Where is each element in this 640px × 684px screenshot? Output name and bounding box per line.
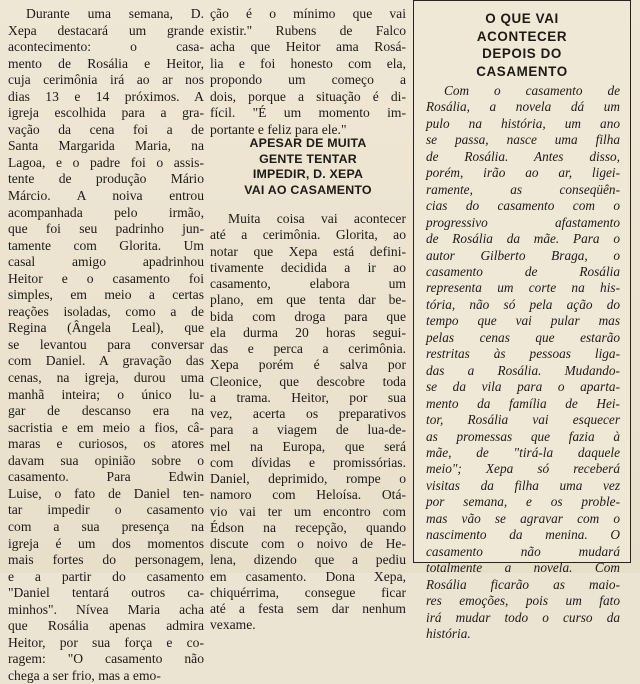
sidebar-paragraph-line: casamento de Rosália [426, 263, 620, 279]
paragraph-line: em casamento. Dona Xepa, [210, 568, 406, 584]
sidebar-paragraph-line: cias do casamento com o [426, 198, 620, 214]
paragraph-line: mel na Europa, que será [210, 438, 406, 454]
sidebar-paragraph-line: se passa, nasce uma filha [426, 132, 620, 148]
sidebar-paragraph-line: porém, irão ao ar, ligei- [426, 165, 620, 181]
sidebar-paragraph-line: mas vão se agravar com o [426, 510, 620, 526]
sidebar-paragraph-line: tempo que vai pular mas [426, 313, 620, 329]
paragraph-line: se levantou para conversar [8, 336, 204, 352]
paragraph-line: portante e feliz para ele." [210, 121, 347, 137]
paragraph-line: Xepa destacará um grande [8, 22, 204, 38]
article-column-middle-top [210, 6, 406, 138]
sidebar-paragraph-line: de Rosália da mãe. Para o [426, 231, 620, 247]
sidebar-box [413, 0, 631, 641]
paragraph-line: tamente com Glorita. Um [8, 237, 204, 253]
sidebar-paragraph-line: tória, não só pela ação do [426, 296, 620, 312]
paragraph-line: maras e curiosos, os atores [8, 436, 204, 452]
paragraph-line: casamento, elabora um [210, 276, 406, 291]
paragraph-line: igreja é um dos momentos [8, 535, 204, 551]
paragraph-line: tar impedir o casamento [8, 502, 204, 518]
subheadline [210, 136, 406, 198]
paragraph-line: Xepa porém é salva por [210, 357, 406, 373]
paragraph-line: bida com droga para que [210, 308, 406, 324]
paragraph-line: fícil. "É um momento im- [210, 105, 406, 121]
sidebar-paragraph-line: restritas às pessoas liga- [426, 346, 620, 362]
sidebar-paragraph-line: as promessas que fazia à [426, 428, 620, 444]
sidebar-title-line: O QUE VAI [485, 11, 559, 26]
paragraph-line: sacristia e em meio a fios, câ- [8, 419, 204, 435]
sidebar-paragraph-line: Rosália, a novela dá um [426, 99, 620, 115]
paragraph-line: gar de descanso era na [8, 403, 204, 419]
paragraph-line: manhã inteira; o único lu- [8, 386, 204, 402]
paragraph-line: a trama. Heitor, por sua [210, 389, 406, 405]
sidebar-paragraph-line: nascimento da menina. O [426, 527, 620, 543]
sidebar-paragraph-line: meio"; Xepa só receberá [426, 461, 620, 477]
sidebar-paragraph-line: de Rosália. Antes disso, [426, 148, 620, 164]
paragraph-line: davam sua opinião sobre o [8, 452, 204, 468]
sidebar-paragraph-line: ramente, as conseqüên- [426, 181, 620, 197]
paragraph-line: tente de produção Mário [8, 171, 204, 187]
paragraph-line: Heitor, por sua força e co- [8, 634, 204, 650]
sidebar-paragraph-line: história. [426, 625, 471, 641]
paragraph-line: Santa Margarida Maria, na [8, 138, 204, 154]
paragraph-line: lia e foi honesto com ela, [210, 55, 406, 71]
sidebar-paragraph-line: mãe, de "tirá-la daquele [426, 444, 620, 460]
article-column-middle-body [210, 211, 406, 634]
paragraph-line: Cleonice, que descobre toda [210, 373, 406, 389]
sidebar-paragraph-line: totalmente a novela. Com [426, 560, 620, 576]
headline-line: IMPEDIR, D. XEPA [252, 167, 364, 181]
sidebar-title-line: ACONTECER [476, 28, 568, 44]
article-column-left [8, 6, 204, 684]
sidebar-paragraph-line: das a Rosália. Mudando- [426, 362, 620, 378]
paragraph-line: Durante uma semana, D. [26, 6, 204, 21]
paragraph-line: Lagoa, e o padre foi o assis- [8, 154, 204, 170]
paragraph-line: ção é o mínimo que vai [210, 6, 406, 21]
paragraph-line: dias 13 e 14 próximos. A [8, 88, 204, 104]
paragraph-line: ragem: "O casamento não [8, 651, 204, 667]
paragraph-line: Muita coisa vai acontecer [228, 211, 406, 226]
sidebar-paragraph-line: progressivo afastamento [426, 214, 620, 230]
sidebar-title-line: CASAMENTO [476, 63, 568, 79]
paragraph-line: até a festa sem dar nenhum [210, 601, 406, 616]
sidebar-paragraph-line: pelas cenas que estarão [426, 329, 620, 345]
paragraph-line: namoro com Heloísa. Otá- [210, 487, 406, 503]
paragraph-line: até a cerimônia. Glorita, ao [210, 227, 406, 243]
paragraph-line: mais fortes do personagem, [8, 552, 204, 568]
headline-line: GENTE TENTAR [259, 151, 357, 166]
paragraph-line: discute com o noivo de He- [210, 536, 406, 551]
sidebar-paragraph-line: casamento não mudará [426, 543, 620, 559]
paragraph-line: chega a ser frio, mas a emo- [8, 667, 161, 683]
paragraph-line: Édson na recepção, quando [210, 519, 406, 535]
paragraph-line: Márcio. A noiva entrou [8, 188, 204, 204]
paragraph-line: acompanhada pelo irmão, [8, 204, 204, 220]
paragraph-line: tivamente decidida a ir ao [210, 259, 406, 275]
paragraph-line: dois, porque a situação é di- [210, 88, 406, 104]
paragraph-line: igreja escolhida para a gra- [8, 105, 204, 121]
sidebar-paragraph-line: autor Gilberto Braga, o [426, 247, 620, 263]
paragraph-line: casal amigo apadrinhou [8, 254, 204, 270]
paragraph-line: e a partir do casamento [8, 568, 204, 584]
paragraph-line: vio vai ter um encontro com [210, 503, 406, 519]
paragraph-line: com a sua presença na [8, 518, 204, 534]
paragraph-line: vação da cena foi a de [8, 121, 204, 137]
paragraph-line: para a viagem de lua-de- [210, 422, 406, 438]
sidebar-title-line: DEPOIS DO [482, 46, 562, 61]
sidebar-paragraph-line: pulo na história, um ano [426, 115, 620, 131]
paragraph-line: das e perca a cerimônia. [210, 341, 406, 356]
paragraph-line: propondo um começo a [210, 72, 406, 88]
paragraph-line: que Rosália apenas admira [8, 618, 204, 634]
paragraph-line: minhos". Nívea Maria acha [8, 601, 204, 617]
paragraph-line: simples, em meio a certas [8, 287, 204, 303]
sidebar-paragraph-line: res emoções, pois um fato [426, 593, 620, 609]
sidebar-body [426, 83, 620, 642]
paragraph-line: cuja cerimônia irá ao ar nos [8, 72, 204, 88]
sidebar-paragraph-line: tor, Rosália vai esquecer [426, 412, 620, 428]
paragraph-line: acontecimento: o casa- [8, 39, 204, 55]
paragraph-line: acha que Heitor ama Rosá- [210, 39, 406, 55]
paragraph-line: vexame. [210, 617, 256, 633]
paragraph-line: Regina (Ângela Leal), que [8, 320, 204, 336]
paragraph-line: mento de Rosália e Heitor, [8, 55, 204, 71]
paragraph-line: reações isoladas, como a de [8, 303, 204, 319]
sidebar-paragraph-line: mento da família de Hei- [426, 395, 620, 411]
paragraph-line: cenas, na igreja, durou uma [8, 370, 204, 386]
sidebar-paragraph-line: representa um corte na his- [426, 280, 620, 296]
paragraph-line: vez, acerta os preparativos [210, 406, 406, 421]
paragraph-line: plano, em que tenta dar be- [210, 292, 406, 308]
paragraph-line: com dívidas e promissórias. [210, 454, 406, 470]
paragraph-line: Luise, o fato de Daniel ten- [8, 485, 204, 501]
paragraph-line: Heitor e o casamento foi [8, 270, 204, 286]
sidebar-title [414, 10, 630, 80]
paragraph-line: com Daniel. A gravação das [8, 353, 204, 369]
headline-line: VAI AO CASAMENTO [244, 182, 372, 197]
paragraph-line: "Daniel tentará outros ca- [8, 585, 204, 601]
sidebar-paragraph-line: por semana, e os proble- [426, 494, 620, 510]
paragraph-line: notar que Xepa está defini- [210, 243, 406, 259]
sidebar-paragraph-line: irá mudar todo o curso da [426, 609, 620, 625]
paragraph-line: Daniel, deprimido, rompe o [210, 471, 406, 486]
sidebar-paragraph-line: Com o casamento de [444, 83, 620, 98]
sidebar-paragraph-line: Rosália ficarão as maio- [426, 576, 620, 592]
headline-line: APESAR DE MUITA [249, 136, 367, 150]
paragraph-line: existir." Rubens de Falco [210, 22, 406, 38]
sidebar-paragraph-line: se da vila para o aparta- [426, 379, 620, 395]
paragraph-line: que foi seu padrinho jun- [8, 221, 204, 237]
paragraph-line: casamento. Para Edwin [8, 469, 204, 485]
sidebar-paragraph-line: visitas da filha uma vez [426, 477, 620, 493]
paragraph-line: lena, dizendo que a pediu [210, 552, 406, 568]
paragraph-line: ela durma 20 horas segui- [210, 324, 406, 340]
paragraph-line: chiquérrima, consegue ficar [210, 584, 406, 600]
